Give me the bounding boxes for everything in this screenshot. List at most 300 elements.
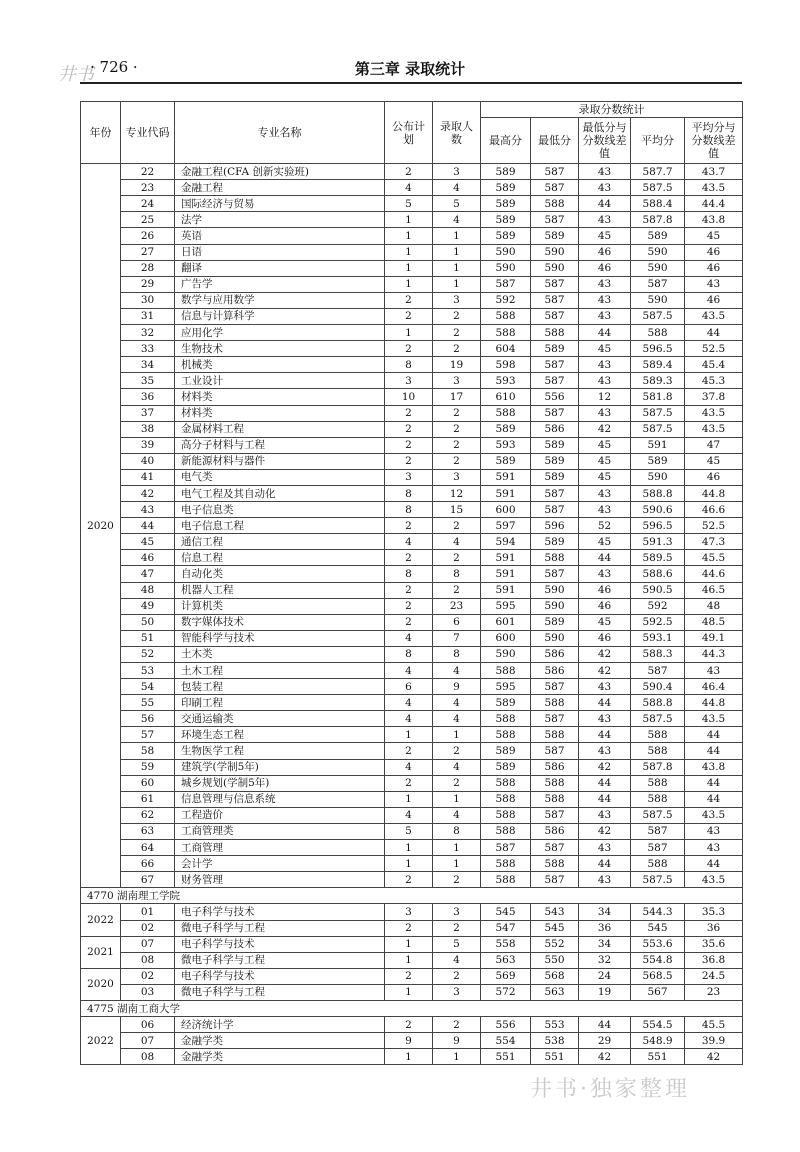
cell-max: 587 xyxy=(481,276,531,292)
table-row xyxy=(81,389,743,405)
cell-min: 587 xyxy=(531,485,579,501)
cell-avg: 587.5 xyxy=(631,405,685,421)
cell-name: 机器人工程 xyxy=(175,582,385,598)
table-row xyxy=(81,534,743,550)
cell-min-diff: 44 xyxy=(579,1017,631,1033)
cell-avg: 592.5 xyxy=(631,614,685,630)
table-row xyxy=(81,840,743,856)
cell-name: 工商管理类 xyxy=(175,823,385,839)
cell-plan: 3 xyxy=(385,373,433,389)
cell-min: 588 xyxy=(531,775,579,791)
cell-min: 587 xyxy=(531,373,579,389)
cell-min: 588 xyxy=(531,791,579,807)
cell-code: 08 xyxy=(121,1049,175,1065)
cell-max: 588 xyxy=(481,711,531,727)
cell-plan: 2 xyxy=(385,920,433,936)
cell-max: 589 xyxy=(481,421,531,437)
cell-plan: 2 xyxy=(385,743,433,759)
cell-max: 588 xyxy=(481,727,531,743)
cell-min: 563 xyxy=(531,984,579,1000)
cell-code: 66 xyxy=(121,856,175,872)
col-plan: 公布计划 xyxy=(385,102,433,164)
cell-plan: 8 xyxy=(385,566,433,582)
cell-plan: 2 xyxy=(385,614,433,630)
cell-max: 588 xyxy=(481,663,531,679)
cell-avg: 590.6 xyxy=(631,502,685,518)
cell-admit: 3 xyxy=(433,292,481,308)
cell-min-diff: 34 xyxy=(579,904,631,920)
cell-min-diff: 45 xyxy=(579,437,631,453)
cell-year: 2020 xyxy=(81,968,121,1000)
cell-admit: 3 xyxy=(433,984,481,1000)
cell-avg-diff: 44.4 xyxy=(685,196,743,212)
table-row xyxy=(81,373,743,389)
table-row xyxy=(81,679,743,695)
cell-plan: 2 xyxy=(385,550,433,566)
cell-avg: 553.6 xyxy=(631,936,685,952)
cell-admit: 2 xyxy=(433,550,481,566)
cell-code: 63 xyxy=(121,823,175,839)
cell-min: 587 xyxy=(531,872,579,888)
cell-name: 自动化类 xyxy=(175,566,385,582)
cell-min-diff: 44 xyxy=(579,196,631,212)
cell-avg-diff: 43.8 xyxy=(685,212,743,228)
cell-name: 数学与应用数学 xyxy=(175,292,385,308)
cell-max: 588 xyxy=(481,308,531,324)
cell-avg-diff: 43.8 xyxy=(685,759,743,775)
cell-admit: 2 xyxy=(433,582,481,598)
cell-min: 589 xyxy=(531,228,579,244)
cell-admit: 4 xyxy=(433,759,481,775)
cell-avg-diff: 48.5 xyxy=(685,614,743,630)
table-row xyxy=(81,276,743,292)
table-row xyxy=(81,469,743,485)
cell-admit: 2 xyxy=(433,775,481,791)
cell-min: 586 xyxy=(531,421,579,437)
cell-name: 信息管理与信息系统 xyxy=(175,791,385,807)
cell-name: 交通运输类 xyxy=(175,711,385,727)
cell-min-diff: 43 xyxy=(579,807,631,823)
cell-avg: 588.3 xyxy=(631,646,685,662)
table-row xyxy=(81,823,743,839)
cell-admit: 1 xyxy=(433,1049,481,1065)
cell-max: 589 xyxy=(481,695,531,711)
cell-name: 金融工程(CFA 创新实验班) xyxy=(175,164,385,180)
page-number: · 726 · xyxy=(90,58,138,76)
cell-min-diff: 24 xyxy=(579,968,631,984)
col-avg: 平均分 xyxy=(631,118,685,164)
cell-min: 588 xyxy=(531,196,579,212)
cell-code: 07 xyxy=(121,936,175,952)
cell-code: 59 xyxy=(121,759,175,775)
cell-name: 应用化学 xyxy=(175,325,385,341)
cell-avg-diff: 46 xyxy=(685,292,743,308)
cell-admit: 4 xyxy=(433,180,481,196)
cell-plan: 2 xyxy=(385,341,433,357)
col-admit: 录取人数 xyxy=(433,102,481,164)
table-row xyxy=(81,630,743,646)
admission-table xyxy=(80,101,743,1065)
cell-admit: 17 xyxy=(433,389,481,405)
cell-min: 543 xyxy=(531,904,579,920)
cell-name: 土木类 xyxy=(175,646,385,662)
cell-name: 日语 xyxy=(175,244,385,260)
cell-name: 工程造价 xyxy=(175,807,385,823)
cell-max: 589 xyxy=(481,196,531,212)
cell-max: 597 xyxy=(481,518,531,534)
cell-min-diff: 44 xyxy=(579,550,631,566)
cell-name: 信息工程 xyxy=(175,550,385,566)
cell-min: 587 xyxy=(531,276,579,292)
cell-avg-diff: 43.5 xyxy=(685,872,743,888)
table-row xyxy=(81,453,743,469)
school-title: 4770 湖南理工学院 xyxy=(81,888,743,904)
cell-admit: 1 xyxy=(433,244,481,260)
cell-code: 60 xyxy=(121,775,175,791)
cell-min: 587 xyxy=(531,164,579,180)
cell-avg: 588.6 xyxy=(631,566,685,582)
cell-code: 32 xyxy=(121,325,175,341)
cell-admit: 1 xyxy=(433,856,481,872)
table-row xyxy=(81,1033,743,1049)
cell-max: 588 xyxy=(481,405,531,421)
cell-min: 589 xyxy=(531,614,579,630)
cell-name: 城乡规划(学制5年) xyxy=(175,775,385,791)
cell-code: 47 xyxy=(121,566,175,582)
cell-code: 56 xyxy=(121,711,175,727)
table-row xyxy=(81,566,743,582)
cell-plan: 2 xyxy=(385,164,433,180)
cell-admit: 5 xyxy=(433,936,481,952)
cell-admit: 2 xyxy=(433,920,481,936)
cell-min: 587 xyxy=(531,308,579,324)
cell-max: 595 xyxy=(481,679,531,695)
cell-avg: 587 xyxy=(631,276,685,292)
cell-min-diff: 36 xyxy=(579,920,631,936)
cell-min-diff: 45 xyxy=(579,469,631,485)
cell-code: 37 xyxy=(121,405,175,421)
cell-code: 31 xyxy=(121,308,175,324)
cell-admit: 1 xyxy=(433,260,481,276)
cell-avg: 590.4 xyxy=(631,679,685,695)
cell-min: 587 xyxy=(531,743,579,759)
cell-max: 600 xyxy=(481,502,531,518)
cell-name: 包装工程 xyxy=(175,679,385,695)
table-row xyxy=(81,920,743,936)
cell-avg-diff: 43.5 xyxy=(685,180,743,196)
table-row xyxy=(81,727,743,743)
cell-min-diff: 43 xyxy=(579,164,631,180)
cell-name: 微电子科学与工程 xyxy=(175,952,385,968)
cell-plan: 9 xyxy=(385,1033,433,1049)
cell-min: 590 xyxy=(531,630,579,646)
cell-avg-diff: 43.5 xyxy=(685,807,743,823)
cell-code: 52 xyxy=(121,646,175,662)
col-min-diff: 最低分与分数线差值 xyxy=(579,118,631,164)
cell-avg: 587.5 xyxy=(631,421,685,437)
cell-plan: 1 xyxy=(385,260,433,276)
table-row xyxy=(81,421,743,437)
cell-min-diff: 44 xyxy=(579,727,631,743)
cell-avg-diff: 44.8 xyxy=(685,695,743,711)
cell-min-diff: 43 xyxy=(579,357,631,373)
cell-plan: 8 xyxy=(385,502,433,518)
cell-name: 金融工程 xyxy=(175,180,385,196)
cell-plan: 3 xyxy=(385,904,433,920)
cell-min-diff: 29 xyxy=(579,1033,631,1049)
cell-admit: 1 xyxy=(433,791,481,807)
cell-plan: 2 xyxy=(385,405,433,421)
cell-admit: 15 xyxy=(433,502,481,518)
cell-admit: 3 xyxy=(433,164,481,180)
table-row xyxy=(81,807,743,823)
cell-admit: 6 xyxy=(433,614,481,630)
cell-name: 计算机类 xyxy=(175,598,385,614)
cell-max: 588 xyxy=(481,872,531,888)
cell-name: 微电子科学与工程 xyxy=(175,920,385,936)
cell-avg-diff: 46.6 xyxy=(685,502,743,518)
cell-max: 600 xyxy=(481,630,531,646)
cell-max: 589 xyxy=(481,743,531,759)
table-row xyxy=(81,743,743,759)
cell-name: 金融学类 xyxy=(175,1049,385,1065)
cell-min: 538 xyxy=(531,1033,579,1049)
cell-avg-diff: 46 xyxy=(685,244,743,260)
cell-avg-diff: 45.5 xyxy=(685,1017,743,1033)
cell-min: 587 xyxy=(531,502,579,518)
cell-min: 588 xyxy=(531,856,579,872)
cell-plan: 1 xyxy=(385,984,433,1000)
cell-admit: 2 xyxy=(433,405,481,421)
cell-avg-diff: 35.3 xyxy=(685,904,743,920)
cell-avg-diff: 36.8 xyxy=(685,952,743,968)
cell-code: 55 xyxy=(121,695,175,711)
cell-max: 569 xyxy=(481,968,531,984)
cell-code: 39 xyxy=(121,437,175,453)
cell-admit: 4 xyxy=(433,534,481,550)
cell-min: 587 xyxy=(531,357,579,373)
cell-plan: 2 xyxy=(385,292,433,308)
cell-avg-diff: 44 xyxy=(685,856,743,872)
cell-avg-diff: 43 xyxy=(685,823,743,839)
table-row xyxy=(81,1049,743,1065)
cell-admit: 2 xyxy=(433,325,481,341)
cell-admit: 4 xyxy=(433,952,481,968)
cell-min-diff: 46 xyxy=(579,630,631,646)
cell-min-diff: 43 xyxy=(579,292,631,308)
cell-max: 594 xyxy=(481,534,531,550)
table-row xyxy=(81,775,743,791)
cell-min: 587 xyxy=(531,840,579,856)
table-header xyxy=(81,102,743,164)
cell-year: 2021 xyxy=(81,936,121,968)
cell-min: 587 xyxy=(531,679,579,695)
cell-name: 会计学 xyxy=(175,856,385,872)
cell-avg: 587.5 xyxy=(631,308,685,324)
cell-avg: 589.4 xyxy=(631,357,685,373)
cell-name: 电子科学与技术 xyxy=(175,904,385,920)
cell-code: 49 xyxy=(121,598,175,614)
cell-max: 554 xyxy=(481,1033,531,1049)
cell-min-diff: 43 xyxy=(579,502,631,518)
cell-max: 551 xyxy=(481,1049,531,1065)
cell-min-diff: 43 xyxy=(579,743,631,759)
col-year: 年份 xyxy=(81,102,121,164)
cell-max: 589 xyxy=(481,164,531,180)
cell-avg: 587 xyxy=(631,840,685,856)
cell-name: 英语 xyxy=(175,228,385,244)
header-rule xyxy=(80,82,742,84)
cell-min-diff: 43 xyxy=(579,373,631,389)
cell-min-diff: 43 xyxy=(579,276,631,292)
cell-min-diff: 43 xyxy=(579,679,631,695)
table-row xyxy=(81,196,743,212)
cell-name: 财务管理 xyxy=(175,872,385,888)
cell-max: 598 xyxy=(481,357,531,373)
cell-code: 36 xyxy=(121,389,175,405)
cell-code: 48 xyxy=(121,582,175,598)
table-row xyxy=(81,550,743,566)
cell-avg: 587.8 xyxy=(631,759,685,775)
table-row xyxy=(81,518,743,534)
table-row xyxy=(81,485,743,501)
cell-avg: 587.5 xyxy=(631,807,685,823)
cell-avg: 588 xyxy=(631,856,685,872)
cell-plan: 5 xyxy=(385,823,433,839)
cell-admit: 9 xyxy=(433,1033,481,1049)
cell-min-diff: 46 xyxy=(579,598,631,614)
cell-admit: 2 xyxy=(433,308,481,324)
cell-code: 54 xyxy=(121,679,175,695)
cell-min: 588 xyxy=(531,550,579,566)
cell-avg-diff: 42 xyxy=(685,1049,743,1065)
cell-min-diff: 46 xyxy=(579,582,631,598)
cell-admit: 2 xyxy=(433,421,481,437)
school-row xyxy=(81,888,743,904)
cell-plan: 10 xyxy=(385,389,433,405)
cell-plan: 4 xyxy=(385,630,433,646)
table-row xyxy=(81,1017,743,1033)
cell-admit: 8 xyxy=(433,823,481,839)
cell-admit: 2 xyxy=(433,968,481,984)
cell-avg-diff: 49.1 xyxy=(685,630,743,646)
table-row xyxy=(81,598,743,614)
cell-avg-diff: 43.5 xyxy=(685,405,743,421)
cell-max: 601 xyxy=(481,614,531,630)
table-row xyxy=(81,292,743,308)
cell-min-diff: 45 xyxy=(579,228,631,244)
cell-admit: 8 xyxy=(433,566,481,582)
cell-code: 67 xyxy=(121,872,175,888)
cell-min-diff: 44 xyxy=(579,775,631,791)
cell-min: 589 xyxy=(531,469,579,485)
cell-year: 2020 xyxy=(81,164,121,888)
cell-min: 596 xyxy=(531,518,579,534)
cell-plan: 2 xyxy=(385,968,433,984)
cell-plan: 2 xyxy=(385,872,433,888)
cell-avg: 588.4 xyxy=(631,196,685,212)
footer-watermark: 井书·独家整理 xyxy=(530,1077,690,1102)
cell-admit: 1 xyxy=(433,228,481,244)
table-row xyxy=(81,711,743,727)
cell-avg-diff: 46.5 xyxy=(685,582,743,598)
cell-min: 588 xyxy=(531,325,579,341)
cell-admit: 3 xyxy=(433,904,481,920)
cell-avg: 588 xyxy=(631,325,685,341)
cell-min-diff: 46 xyxy=(579,260,631,276)
cell-name: 通信工程 xyxy=(175,534,385,550)
cell-plan: 2 xyxy=(385,421,433,437)
cell-plan: 4 xyxy=(385,759,433,775)
cell-avg: 588 xyxy=(631,775,685,791)
cell-max: 588 xyxy=(481,791,531,807)
cell-plan: 3 xyxy=(385,469,433,485)
cell-avg-diff: 45 xyxy=(685,228,743,244)
cell-avg-diff: 44.3 xyxy=(685,646,743,662)
cell-min-diff: 43 xyxy=(579,711,631,727)
cell-min: 590 xyxy=(531,582,579,598)
cell-plan: 8 xyxy=(385,357,433,373)
cell-avg-diff: 43.5 xyxy=(685,308,743,324)
cell-min-diff: 42 xyxy=(579,759,631,775)
cell-avg-diff: 43.5 xyxy=(685,711,743,727)
cell-plan: 2 xyxy=(385,518,433,534)
cell-min: 589 xyxy=(531,341,579,357)
table-row xyxy=(81,695,743,711)
publisher-logo: 井书 xyxy=(58,64,94,85)
table-row xyxy=(81,984,743,1000)
cell-avg: 545 xyxy=(631,920,685,936)
table-row xyxy=(81,405,743,421)
cell-avg: 590 xyxy=(631,260,685,276)
table-row xyxy=(81,437,743,453)
cell-min-diff: 45 xyxy=(579,614,631,630)
cell-name: 智能科学与技术 xyxy=(175,630,385,646)
cell-code: 06 xyxy=(121,1017,175,1033)
cell-min-diff: 43 xyxy=(579,872,631,888)
table-row xyxy=(81,244,743,260)
chapter-title: 第三章 录取统计 xyxy=(354,60,466,78)
cell-plan: 2 xyxy=(385,582,433,598)
cell-avg: 587.5 xyxy=(631,711,685,727)
cell-min: 568 xyxy=(531,968,579,984)
cell-avg-diff: 52.5 xyxy=(685,518,743,534)
cell-max: 587 xyxy=(481,840,531,856)
cell-name: 电子科学与技术 xyxy=(175,936,385,952)
cell-avg-diff: 46 xyxy=(685,469,743,485)
cell-plan: 4 xyxy=(385,695,433,711)
cell-code: 35 xyxy=(121,373,175,389)
cell-min: 586 xyxy=(531,646,579,662)
cell-avg: 588.8 xyxy=(631,485,685,501)
cell-avg: 596.5 xyxy=(631,341,685,357)
cell-name: 国际经济与贸易 xyxy=(175,196,385,212)
cell-admit: 1 xyxy=(433,727,481,743)
cell-plan: 2 xyxy=(385,453,433,469)
cell-min: 590 xyxy=(531,598,579,614)
cell-max: 545 xyxy=(481,904,531,920)
cell-min-diff: 42 xyxy=(579,1049,631,1065)
cell-avg-diff: 43 xyxy=(685,840,743,856)
cell-max: 591 xyxy=(481,582,531,598)
cell-max: 593 xyxy=(481,437,531,453)
cell-avg: 590 xyxy=(631,244,685,260)
cell-plan: 5 xyxy=(385,196,433,212)
table-row xyxy=(81,212,743,228)
cell-min: 587 xyxy=(531,405,579,421)
cell-year: 2022 xyxy=(81,1017,121,1065)
cell-min: 587 xyxy=(531,292,579,308)
